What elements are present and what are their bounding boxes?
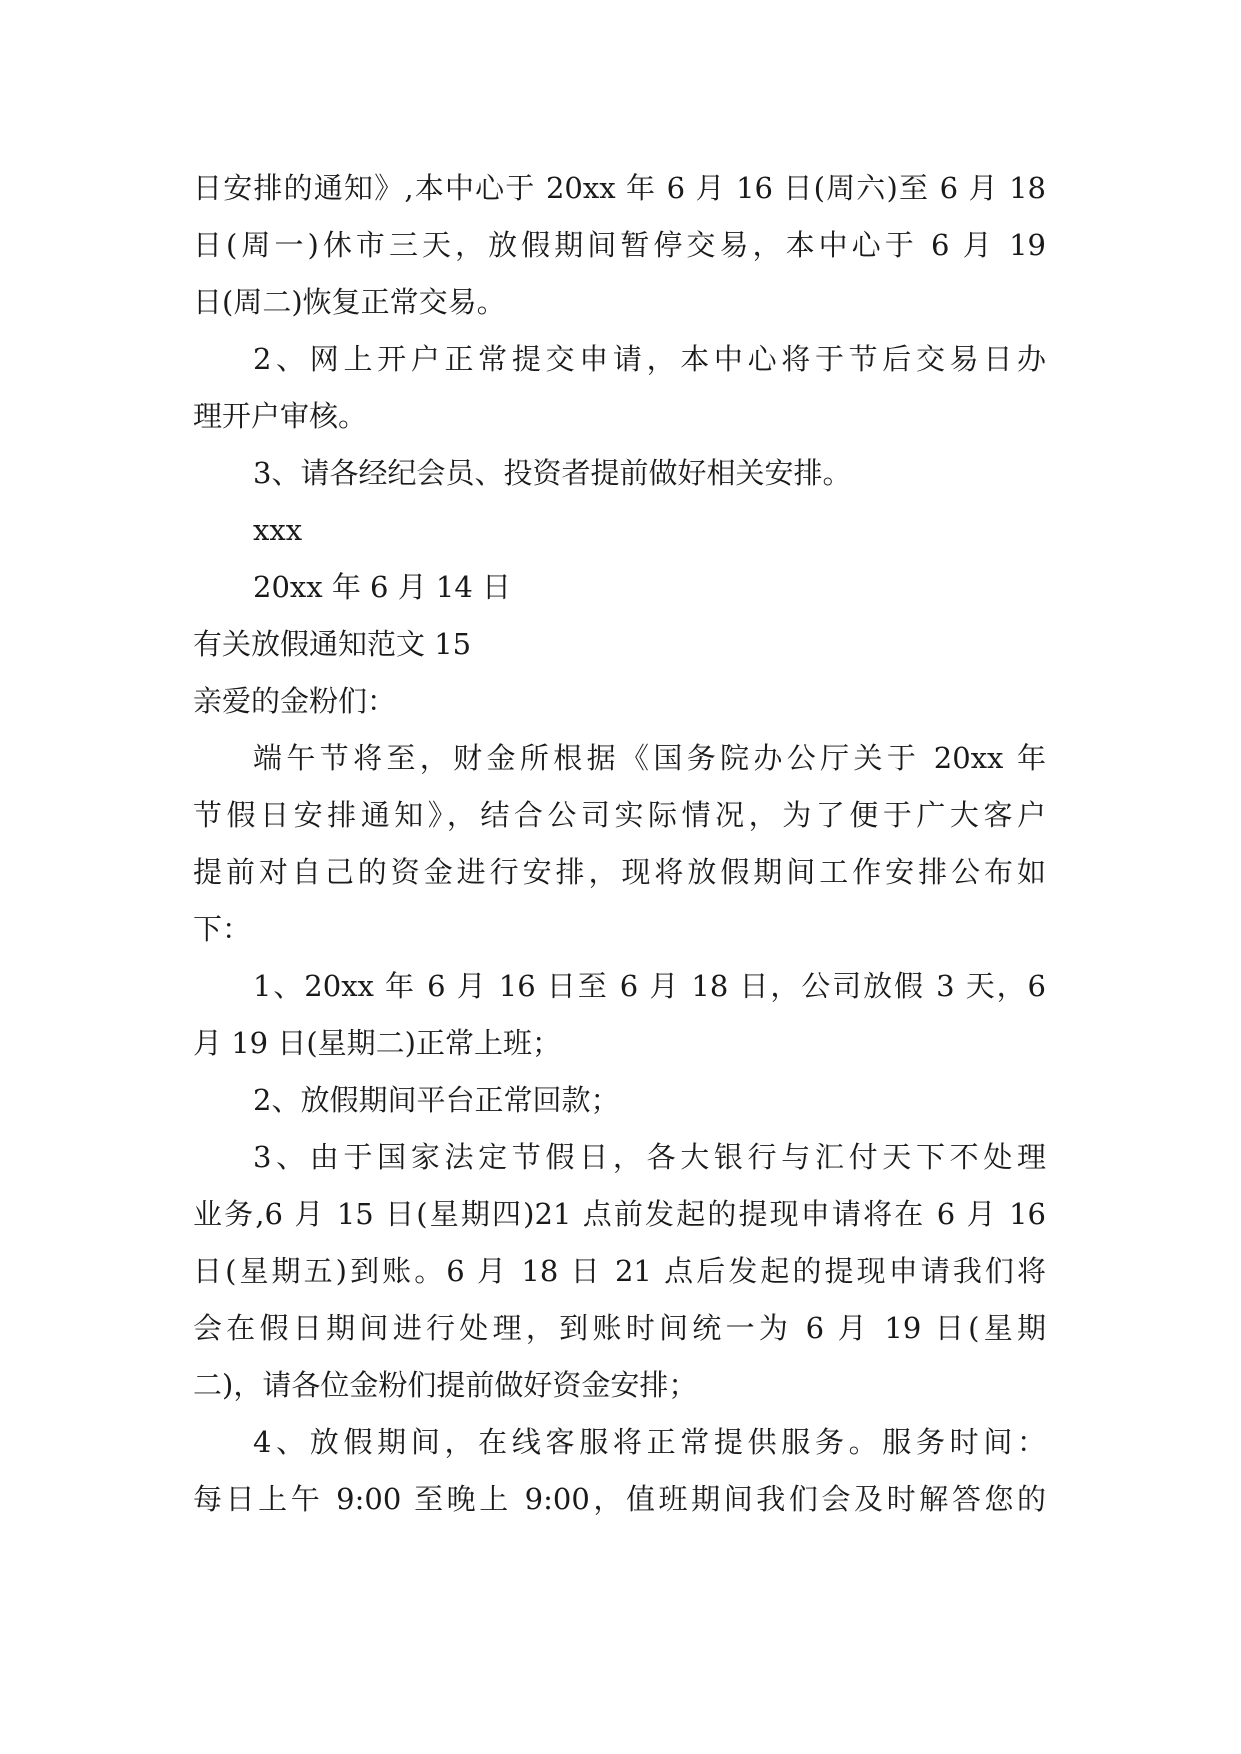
text-line: 节假日安排通知》，结合公司实际情况，为了便于广大客户 [193, 798, 1046, 832]
section-heading: 有关放假通知范文 15 [193, 627, 472, 661]
text-line: 日(周一)休市三天，放假期间暂停交易，本中心于 6 月 19 [193, 228, 1046, 262]
text-line: 日安排的通知》,本中心于 20xx 年 6 月 16 日(周六)至 6 月 18 [193, 171, 1046, 205]
text-line: 业务,6 月 15 日(星期四)21 点前发起的提现申请将在 6 月 16 [193, 1197, 1046, 1231]
text-line: 4、放假期间，在线客服将正常提供服务。服务时间： [253, 1425, 1046, 1459]
signature-name: xxx [253, 513, 303, 547]
text-line: 2、放假期间平台正常回款； [253, 1083, 620, 1117]
text-line: 日(周二)恢复正常交易。 [193, 285, 506, 319]
text-line: 下： [193, 912, 252, 946]
text-line: 端午节将至，财金所根据《国务院办公厅关于 20xx 年 [253, 741, 1046, 775]
signature-date: 20xx 年 6 月 14 日 [253, 570, 512, 604]
text-line: 提前对自己的资金进行安排，现将放假期间工作安排公布如 [193, 855, 1046, 889]
text-line: 每日上午 9:00 至晚上 9:00，值班期间我们会及时解答您的 [193, 1482, 1046, 1516]
text-line: 3、请各经纪会员、投资者提前做好相关安排。 [253, 456, 852, 490]
text-line: 1、20xx 年 6 月 16 日至 6 月 18 日，公司放假 3 天，6 [253, 969, 1046, 1003]
text-line: 二)，请各位金粉们提前做好资金安排； [193, 1368, 698, 1402]
text-line: 理开户审核。 [193, 399, 368, 433]
text-line: 2、网上开户正常提交申请，本中心将于节后交易日办 [253, 342, 1046, 376]
text-line: 会在假日期间进行处理，到账时间统一为 6 月 19 日(星期 [193, 1311, 1046, 1345]
salutation: 亲爱的金粉们： [193, 684, 397, 718]
text-line: 日(星期五)到账。6 月 18 日 21 点后发起的提现申请我们将 [193, 1254, 1046, 1288]
text-line: 月 19 日(星期二)正常上班； [193, 1026, 561, 1060]
text-line: 3、由于国家法定节假日，各大银行与汇付天下不处理 [253, 1140, 1046, 1174]
